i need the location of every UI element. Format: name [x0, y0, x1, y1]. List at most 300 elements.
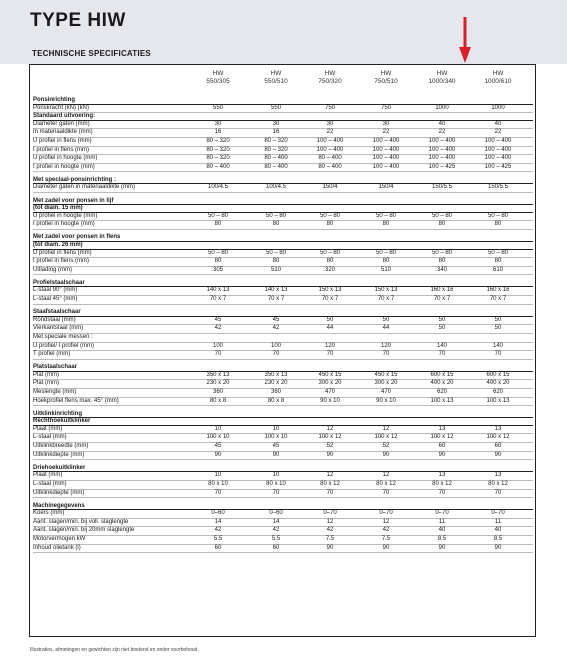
table-cell: 750 — [380, 104, 391, 111]
table-cell: 5.5 — [213, 536, 223, 542]
column-header-line1: HW — [380, 70, 392, 77]
table-cell: 70 — [214, 351, 222, 358]
table-cell: 50 — [438, 316, 446, 323]
row-label: I profiel in flens (mm) — [33, 146, 90, 153]
table-cell: 12 — [382, 425, 390, 432]
table-row — [33, 472, 533, 481]
table-cell: 5.5 — [271, 536, 281, 542]
section-heading — [33, 113, 533, 121]
column-header — [251, 70, 301, 86]
table-cell: 80 – 320 — [206, 155, 230, 162]
section-heading-label: Machinegegevens — [33, 502, 85, 509]
table-cell: 11 — [494, 518, 502, 525]
table-cell: 80 x 12 — [376, 480, 396, 487]
table-cell: 90 — [326, 544, 334, 551]
row-label: Motorvermogen kW — [33, 536, 86, 542]
table-row — [33, 519, 533, 528]
section-heading — [33, 205, 533, 213]
table-row — [33, 434, 533, 443]
table-cell: 160 x 16 — [486, 287, 510, 294]
table-cell: 40 — [494, 120, 502, 127]
table-row — [33, 380, 533, 389]
table-cell: 8.5 — [437, 536, 447, 542]
table-cell: 620 — [492, 389, 503, 395]
table-row — [33, 258, 533, 267]
section-heading — [33, 198, 533, 206]
column-header-line1: HW — [270, 70, 282, 77]
table-cell: 50 – 80 — [319, 249, 341, 256]
table-cell: 80 – 320 — [206, 137, 230, 144]
table-cell: 70 — [326, 351, 334, 358]
column-header — [193, 70, 243, 86]
section-heading — [33, 280, 533, 288]
table-cell: 550 — [270, 104, 281, 111]
table-cell: 70 — [494, 351, 502, 358]
section-heading — [33, 418, 533, 426]
table-cell: 510 — [380, 266, 391, 273]
table-cell: 80 – 320 — [206, 146, 230, 153]
table-cell: 22 — [326, 129, 334, 136]
table-cell: 360 — [270, 389, 281, 395]
table-cell: 70 — [272, 351, 280, 358]
table-cell: 100 – 400 — [428, 146, 456, 153]
table-cell: 50 – 80 — [431, 249, 453, 256]
column-header-line2: 550/305 — [206, 78, 230, 85]
table-cell: 80 – 400 — [318, 163, 342, 170]
table-cell: 45 — [272, 443, 280, 450]
table-cell: 42 — [272, 325, 280, 332]
row-label: Uitklinkdiepte (mm) — [33, 489, 85, 496]
section-heading-label: Met zadel voor ponsen in flens — [33, 234, 121, 241]
column-header-line2: 550/510 — [264, 78, 288, 85]
table-row — [33, 527, 533, 536]
section-heading-label: Platstaalschaar — [33, 364, 78, 371]
section-heading — [33, 242, 533, 250]
table-cell: 600 x 15 — [486, 371, 510, 378]
row-label: Rondstaal (mm) — [33, 316, 76, 323]
table-cell: 80 – 320 — [264, 146, 288, 153]
table-cell: 52 — [382, 443, 390, 450]
table-row — [33, 250, 533, 259]
table-row — [33, 129, 533, 138]
row-label: Diameter gaten (mm) — [33, 120, 90, 127]
table-cell: 70 x 7 — [489, 296, 507, 303]
table-cell: 10 — [214, 472, 222, 479]
table-cell: 140 — [492, 342, 503, 349]
table-cell: 80 — [272, 221, 280, 228]
table-cell: 30 — [326, 120, 334, 127]
table-cell: 90 — [438, 451, 446, 458]
table-cell: 450 x 15 — [374, 371, 398, 378]
table-row — [33, 105, 533, 114]
row-label: Plat (mm) — [33, 380, 59, 387]
table-cell: 50 – 80 — [487, 212, 509, 219]
table-cell: 150/5.5 — [431, 184, 453, 191]
table-cell: 100 x 12 — [318, 434, 342, 441]
row-label: Meslengte (mm) — [33, 389, 77, 395]
section-heading — [33, 364, 533, 372]
table-cell: 70 x 7 — [209, 296, 227, 303]
table-cell: 150/5.5 — [487, 184, 509, 191]
table-row — [33, 545, 533, 554]
spec-table — [33, 97, 533, 553]
table-cell: 0–70 — [435, 510, 449, 517]
section-heading-label: Ponsinrichting — [33, 97, 75, 103]
table-cell: 305 — [212, 266, 223, 273]
row-label: Uitklinkdiepte (mm) — [33, 451, 85, 458]
row-label: L-staal (mm) — [33, 434, 67, 441]
table-cell: 100 – 400 — [316, 146, 344, 153]
column-header — [417, 70, 467, 86]
table-cell: 140 x 13 — [264, 287, 288, 294]
table-cell: 50 – 80 — [431, 212, 453, 219]
table-cell: 550 — [212, 104, 223, 111]
table-row — [33, 213, 533, 222]
table-row — [33, 343, 533, 352]
table-row — [33, 121, 533, 130]
table-cell: 22 — [494, 129, 502, 136]
footnote: Illustraties, afmetingen en gewichten zijn niet bindend en onder voorbehoud. — [30, 647, 199, 653]
table-cell: 0–70 — [323, 510, 337, 517]
table-cell: 60 — [214, 544, 222, 551]
table-cell: 22 — [382, 129, 390, 136]
table-cell: 10 — [272, 425, 280, 432]
column-header — [473, 70, 523, 86]
section-heading-label: (tot diam. 15 mm) — [33, 205, 83, 212]
table-cell: 40 — [438, 527, 446, 534]
table-cell: 100 – 400 — [428, 137, 456, 144]
row-label: Ponskracht (kN) (kN) — [33, 104, 90, 111]
table-cell: 100 x 12 — [486, 434, 510, 441]
table-cell: 80 x 12 — [320, 480, 340, 487]
section-heading — [33, 503, 533, 511]
table-cell: 80 x 12 — [432, 480, 452, 487]
table-row — [33, 221, 533, 230]
section-heading — [33, 234, 533, 242]
table-cell: 100 – 400 — [372, 155, 400, 162]
row-label: I profiel in hoogte (mm) — [33, 221, 95, 228]
section-heading — [33, 411, 533, 419]
table-cell: 350 x 13 — [206, 371, 230, 378]
page-title: TYPE HIW — [30, 10, 126, 31]
column-header-line1: HW — [212, 70, 224, 77]
row-label: U profiel in flens (mm) — [33, 137, 92, 144]
table-cell: 100 – 400 — [372, 146, 400, 153]
table-cell: 70 — [214, 489, 222, 496]
table-cell: 16 — [272, 129, 280, 136]
table-cell: 150/4 — [378, 184, 394, 191]
column-header-line2: 750/320 — [318, 78, 342, 85]
table-cell: 70 — [326, 489, 334, 496]
table-row — [33, 267, 533, 276]
section-heading-label: Rechthoekuitklinker — [33, 418, 91, 425]
row-label: Hoekprofiel flens max. 45° (mm) — [33, 397, 119, 404]
row-label: Uitlading (mm) — [33, 266, 73, 273]
table-cell: 80 — [326, 258, 334, 265]
table-row — [33, 334, 533, 343]
column-header-line2: 750/510 — [374, 78, 398, 85]
table-cell: 42 — [214, 325, 222, 332]
row-label: Koers (mm) — [33, 510, 65, 517]
table-cell: 22 — [438, 129, 446, 136]
arrow-down-icon — [458, 17, 472, 65]
table-row — [33, 510, 533, 519]
table-row — [33, 443, 533, 452]
table-cell: 42 — [382, 527, 390, 534]
table-cell: 100 x 13 — [486, 397, 510, 404]
table-cell: 12 — [326, 472, 334, 479]
table-cell: 100 – 400 — [372, 137, 400, 144]
table-cell: 44 — [382, 325, 390, 332]
table-cell: 30 — [382, 120, 390, 127]
table-row — [33, 372, 533, 381]
table-cell: 470 — [324, 389, 335, 395]
table-cell: 90 — [272, 451, 280, 458]
table-cell: 100 – 425 — [484, 163, 512, 170]
table-cell: 400 x 20 — [486, 380, 510, 387]
table-row — [33, 536, 533, 545]
table-cell: 80 x 8 — [209, 397, 227, 404]
table-cell: 10 — [272, 472, 280, 479]
table-cell: 70 — [494, 489, 502, 496]
table-cell: 90 — [214, 451, 222, 458]
table-cell: 100 x 12 — [374, 434, 398, 441]
table-cell: 80 – 400 — [318, 155, 342, 162]
table-cell: 50 – 80 — [319, 212, 341, 219]
table-cell: 80 — [438, 258, 446, 265]
table-cell: 70 x 7 — [321, 296, 339, 303]
table-cell: 70 — [438, 351, 446, 358]
table-cell: 42 — [214, 527, 222, 534]
table-cell: 230 x 20 — [264, 380, 288, 387]
table-cell: 100 — [212, 342, 223, 349]
table-cell: 7.5 — [381, 536, 391, 542]
table-cell: 100/4.5 — [265, 184, 287, 191]
table-cell: 0–70 — [379, 510, 393, 517]
table-cell: 750 — [324, 104, 335, 111]
row-label: L-staal (mm) — [33, 480, 67, 487]
table-cell: 80 — [272, 258, 280, 265]
table-cell: 0–60 — [269, 510, 283, 517]
section-heading-label: Staafstaalschaar — [33, 309, 81, 316]
table-cell: 90 — [382, 451, 390, 458]
table-cell: 40 — [494, 527, 502, 534]
table-cell: 80 x 12 — [488, 480, 508, 487]
table-cell: 13 — [494, 472, 502, 479]
table-cell: 400 x 20 — [430, 380, 454, 387]
table-cell: 7.5 — [325, 536, 335, 542]
table-cell: 610 — [492, 266, 503, 273]
row-label: Plaat (mm) — [33, 425, 63, 432]
table-row — [33, 389, 533, 398]
table-cell: 80 – 400 — [264, 155, 288, 162]
table-cell: 90 — [494, 544, 502, 551]
table-cell: 80 — [494, 258, 502, 265]
row-label: I profiel in flens (mm) — [33, 258, 90, 265]
column-header-line1: HW — [492, 70, 504, 77]
table-cell: 140 x 13 — [206, 287, 230, 294]
row-label: U profiel/ I profiel (mm) — [33, 342, 95, 349]
table-cell: 90 — [494, 451, 502, 458]
row-label: T profiel (mm) — [33, 351, 71, 358]
table-row — [33, 452, 533, 461]
table-cell: 100 – 425 — [428, 163, 456, 170]
table-cell: 80 — [214, 258, 222, 265]
table-cell: 100 — [270, 342, 281, 349]
table-cell: 50 – 80 — [207, 249, 229, 256]
table-cell: 300 x 20 — [374, 380, 398, 387]
table-row — [33, 287, 533, 296]
table-cell: 100 – 400 — [372, 163, 400, 170]
table-cell: 50 – 80 — [375, 212, 397, 219]
table-cell: 14 — [214, 518, 222, 525]
table-cell: 80 x 8 — [267, 397, 285, 404]
row-label: Aant. slagen/min. bij 20mm slaglengte — [33, 527, 135, 534]
table-cell: 600 x 15 — [430, 371, 454, 378]
table-row — [33, 184, 533, 193]
section-heading-label: Met speciaal-ponsinrichting : — [33, 176, 117, 183]
section-heading-label: Standaard uitvoering: — [33, 113, 96, 120]
table-cell: 50 — [494, 316, 502, 323]
table-cell: 70 x 7 — [267, 296, 285, 303]
section-heading — [33, 97, 533, 105]
row-label: Met speciale messen : — [33, 333, 93, 340]
row-label: U profiel in hoogte (mm) — [33, 155, 98, 162]
table-cell: 120 — [380, 342, 391, 349]
table-cell: 45 — [214, 443, 222, 450]
table-cell: 120 — [324, 342, 335, 349]
table-cell: 50 — [326, 316, 334, 323]
column-header-line2: 1000/340 — [428, 78, 456, 85]
table-cell: 12 — [382, 518, 390, 525]
table-cell: 1000 — [435, 104, 449, 111]
table-cell: 360 — [212, 389, 223, 395]
table-cell: 100/4.5 — [207, 184, 229, 191]
table-cell: 230 x 20 — [206, 380, 230, 387]
table-row — [33, 317, 533, 326]
table-cell: 30 — [272, 120, 280, 127]
table-row — [33, 426, 533, 435]
row-label: Aant. slagen/min. bij voll. slaglengte — [33, 518, 129, 525]
table-cell: 80 – 400 — [264, 163, 288, 170]
table-cell: 0–60 — [211, 510, 225, 517]
table-cell: 70 — [382, 351, 390, 358]
table-cell: 44 — [326, 325, 334, 332]
table-cell: 80 – 400 — [206, 163, 230, 170]
table-cell: 80 — [382, 221, 390, 228]
table-cell: 12 — [326, 518, 334, 525]
table-cell: 50 — [438, 325, 446, 332]
section-heading-label: Met zadel voor ponsen in lijf — [33, 197, 114, 204]
table-cell: 90 — [326, 451, 334, 458]
row-label: L-staal 45° (mm) — [33, 296, 78, 303]
table-cell: 42 — [272, 527, 280, 534]
table-cell: 450 x 15 — [318, 371, 342, 378]
table-cell: 320 — [324, 266, 335, 273]
table-cell: 80 — [438, 221, 446, 228]
table-cell: 150 x 13 — [318, 287, 342, 294]
row-label: U profiel in hoogte (mm) — [33, 212, 98, 219]
table-cell: 100 – 400 — [484, 146, 512, 153]
table-cell: 100 – 400 — [484, 155, 512, 162]
table-cell: 80 – 320 — [264, 137, 288, 144]
table-cell: 13 — [438, 425, 446, 432]
row-label: Plaat (mm) — [33, 472, 63, 479]
row-label: U profiel in flens (mm) — [33, 249, 92, 256]
row-label: L-staal 90° (mm) — [33, 287, 78, 294]
section-heading — [33, 465, 533, 473]
table-cell: 80 x 10 — [266, 480, 286, 487]
table-cell: 80 — [326, 221, 334, 228]
table-cell: 70 — [438, 489, 446, 496]
table-row — [33, 164, 533, 173]
table-cell: 13 — [438, 472, 446, 479]
table-cell: 60 — [272, 544, 280, 551]
table-cell: 1000 — [491, 104, 505, 111]
table-cell: 300 x 20 — [318, 380, 342, 387]
table-cell: 100 – 400 — [484, 137, 512, 144]
table-cell: 50 — [494, 325, 502, 332]
table-cell: 50 – 80 — [375, 249, 397, 256]
table-cell: 90 — [438, 544, 446, 551]
section-subtitle: TECHNISCHE SPECIFICATIES — [32, 49, 151, 58]
table-cell: 90 x 10 — [376, 397, 396, 404]
section-heading-label: (tot diam. 26 mm) — [33, 242, 83, 248]
table-cell: 70 — [382, 489, 390, 496]
table-cell: 50 – 80 — [487, 249, 509, 256]
table-cell: 50 — [382, 316, 390, 323]
table-row — [33, 490, 533, 499]
column-header-line2: 1000/610 — [484, 78, 512, 85]
table-cell: 80 — [494, 221, 502, 228]
section-heading — [33, 177, 533, 185]
section-heading-label: Driehoekuitklinker — [33, 464, 86, 471]
table-cell: 510 — [270, 266, 281, 273]
table-cell: 11 — [438, 518, 446, 525]
table-cell: 140 — [436, 342, 447, 349]
column-header-line1: HW — [436, 70, 448, 77]
table-cell: 60 — [494, 443, 502, 450]
table-cell: 150/4 — [322, 184, 338, 191]
table-cell: 45 — [272, 316, 280, 323]
table-cell: 100 x 10 — [264, 434, 288, 441]
table-cell: 52 — [326, 443, 334, 450]
section-heading-label: Profielstaalschaar — [33, 279, 85, 286]
row-label: Diameter gaten in materiaaldikte (mm) — [33, 184, 136, 191]
column-header — [361, 70, 411, 86]
table-cell: 50 – 80 — [265, 212, 287, 219]
table-cell: 90 x 10 — [320, 397, 340, 404]
table-cell: 60 — [438, 443, 446, 450]
table-cell: 50 – 80 — [265, 249, 287, 256]
table-cell: 100 – 400 — [316, 137, 344, 144]
table-cell: 90 — [382, 544, 390, 551]
table-cell: 160 x 16 — [430, 287, 454, 294]
table-cell: 100 – 400 — [428, 155, 456, 162]
table-row — [33, 325, 533, 334]
table-cell: 45 — [214, 316, 222, 323]
table-cell: 30 — [214, 120, 222, 127]
table-cell: 620 — [436, 389, 447, 395]
section-heading — [33, 309, 533, 317]
table-cell: 42 — [326, 527, 334, 534]
table-cell: 13 — [494, 425, 502, 432]
table-cell: 8.5 — [493, 536, 503, 542]
table-cell: 80 x 10 — [208, 480, 228, 487]
table-cell: 80 — [214, 221, 222, 228]
table-cell: 70 — [272, 489, 280, 496]
row-label: I profiel in hoogte (mm) — [33, 163, 95, 170]
